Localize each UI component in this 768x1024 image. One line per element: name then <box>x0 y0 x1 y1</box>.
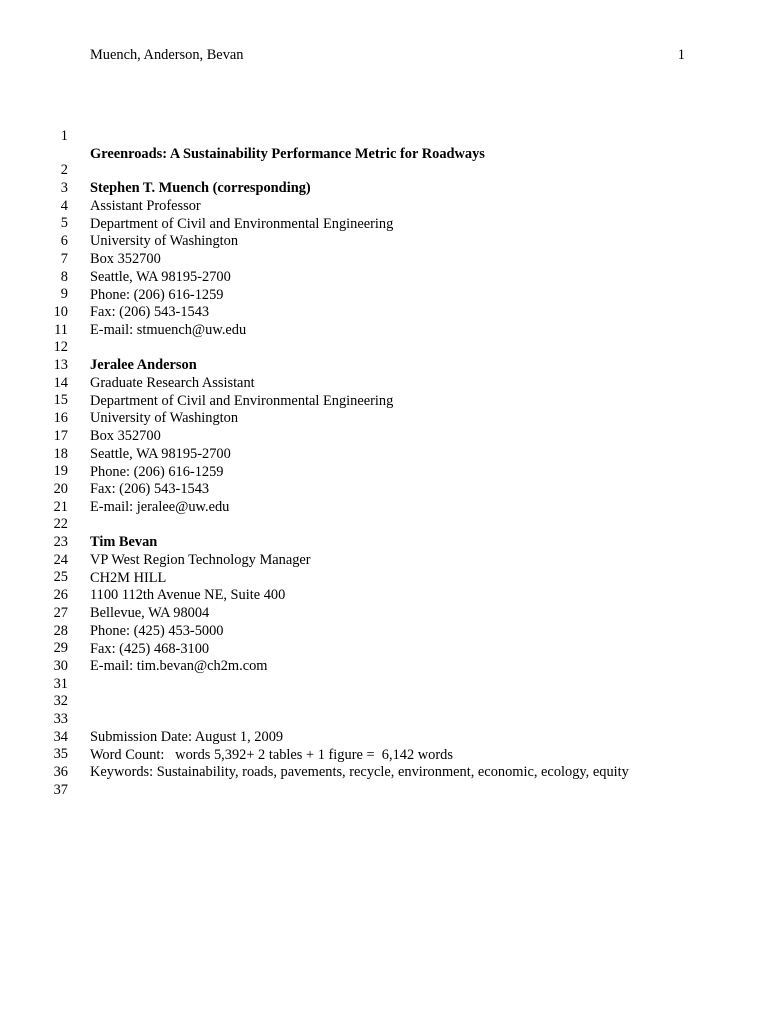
line-number: 17 <box>53 427 68 444</box>
line-number: 22 <box>53 516 68 533</box>
line-text: Phone: (206) 616-1259 <box>90 463 224 480</box>
line-text: E-mail: jeralee@uw.edu <box>90 498 230 515</box>
line-number: 8 <box>60 268 68 285</box>
line-number: 29 <box>53 640 68 657</box>
author-name: Stephen T. Muench (corresponding) <box>90 180 311 196</box>
line-number: 23 <box>53 534 68 550</box>
line-text: University of Washington <box>90 233 239 250</box>
line-32 <box>0 674 740 710</box>
line-number: 35 <box>53 746 68 763</box>
line-number: 18 <box>53 445 68 462</box>
line-1 <box>0 109 740 162</box>
line-text: University of Washington <box>90 410 239 427</box>
line-number: 4 <box>60 197 68 214</box>
line-text: Box 352700 <box>90 251 161 268</box>
line-text: VP West Region Technology Manager <box>90 552 311 568</box>
line-text: CH2M HILL <box>90 569 167 586</box>
line-text: E-mail: stmuench@uw.edu <box>90 321 247 338</box>
line-number: 2 <box>60 162 68 178</box>
line-number: 14 <box>53 374 68 391</box>
line-number: 32 <box>53 693 68 710</box>
line-number: 20 <box>53 480 68 497</box>
line-text: Phone: (206) 616-1259 <box>90 286 224 303</box>
line-number: 28 <box>53 622 68 639</box>
page-number: 1 <box>677 47 685 63</box>
keywords: Keywords: Sustainability, roads, pavements, recycle, environment, economic, ecology, equity <box>90 764 629 781</box>
line-number: 15 <box>53 392 68 409</box>
line-text: Seattle, WA 98195-2700 <box>90 445 231 462</box>
line-number: 27 <box>53 604 68 621</box>
line-text: Department of Civil and Environmental Engineering <box>90 215 394 232</box>
line-number: 11 <box>54 321 68 338</box>
line-number: 30 <box>53 657 68 674</box>
submission-date: Submission Date: August 1, 2009 <box>90 729 284 745</box>
line-text: Box 352700 <box>90 428 161 445</box>
line-text: E-mail: tim.bevan@ch2m.com <box>90 658 268 675</box>
line-31 <box>0 657 740 692</box>
line-number: 1 <box>60 128 68 144</box>
line-number: 12 <box>53 339 68 356</box>
line-number: 33 <box>53 711 68 727</box>
line-2 <box>0 143 740 196</box>
line-text: Fax: (206) 543-1543 <box>90 304 210 321</box>
line-text: Assistant Professor <box>90 198 201 214</box>
line-text: Fax: (206) 543-1543 <box>90 481 210 498</box>
line-number: 21 <box>53 498 68 515</box>
line-text: Fax: (425) 468-3100 <box>90 640 210 657</box>
line-number: 6 <box>60 233 68 250</box>
line-number: 13 <box>53 357 68 373</box>
running-header-authors: Muench, Anderson, Bevan <box>90 47 244 63</box>
line-text: Bellevue, WA 98004 <box>90 605 210 622</box>
author-name: Tim Bevan <box>90 534 158 551</box>
line-text: 1100 112th Avenue NE, Suite 400 <box>90 587 286 604</box>
line-number: 25 <box>53 569 68 586</box>
word-count: Word Count: words 5,392+ 2 tables + 1 figure = 6,142 words <box>90 746 453 763</box>
paper-title: Greenroads: A Sustainability Performance Metric for Roadways <box>90 146 485 162</box>
author-name: Jeralee Anderson <box>90 357 197 374</box>
line-number: 9 <box>60 286 68 303</box>
line-37 <box>0 763 740 798</box>
line-number: 5 <box>60 215 68 232</box>
line-number: 16 <box>53 410 68 427</box>
line-number: 7 <box>60 250 68 267</box>
line-text: Department of Civil and Environmental Engineering <box>90 392 394 409</box>
line-text: Seattle, WA 98195-2700 <box>90 268 231 285</box>
line-number: 26 <box>53 587 68 604</box>
line-number: 10 <box>53 303 68 320</box>
line-number: 3 <box>60 180 68 196</box>
line-number: 36 <box>53 764 68 781</box>
line-number: 24 <box>53 551 68 568</box>
line-text: Graduate Research Assistant <box>90 375 255 391</box>
line-number: 34 <box>53 728 68 745</box>
line-number: 31 <box>53 675 68 692</box>
line-number: 19 <box>53 463 68 480</box>
line-number: 37 <box>53 781 68 798</box>
line-text: Phone: (425) 453-5000 <box>90 622 224 639</box>
